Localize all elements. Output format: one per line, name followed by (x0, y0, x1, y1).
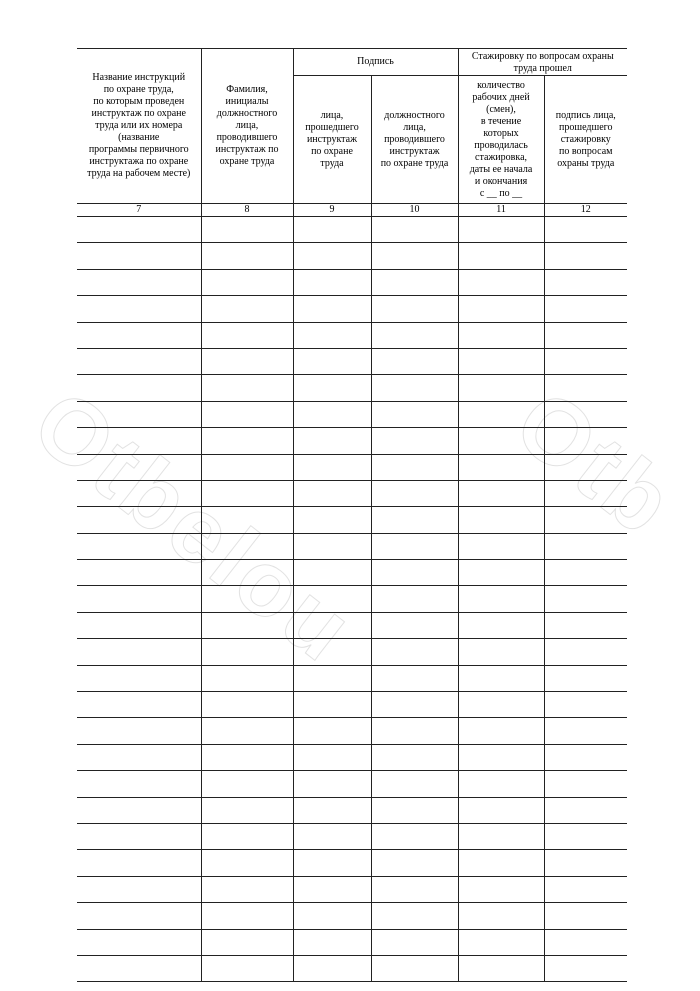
table-cell[interactable] (293, 823, 371, 849)
table-cell[interactable] (371, 744, 458, 770)
table-cell[interactable] (371, 612, 458, 638)
table-cell[interactable] (371, 850, 458, 876)
table-cell[interactable] (371, 428, 458, 454)
table-cell[interactable] (77, 876, 201, 902)
table-cell[interactable] (371, 797, 458, 823)
table-cell[interactable] (544, 454, 627, 480)
table-row (77, 823, 627, 849)
table-cell[interactable] (544, 955, 627, 981)
table-cell[interactable] (544, 507, 627, 533)
table-row (77, 348, 627, 374)
table-cell[interactable] (544, 560, 627, 586)
table-cell[interactable] (201, 507, 293, 533)
table-cell[interactable] (544, 533, 627, 559)
table-cell[interactable] (77, 612, 201, 638)
table-cell[interactable] (371, 269, 458, 295)
table-cell[interactable] (371, 823, 458, 849)
table-cell[interactable] (77, 850, 201, 876)
table-cell[interactable] (293, 401, 371, 427)
table-cell[interactable] (458, 454, 544, 480)
table-cell[interactable] (458, 269, 544, 295)
table-cell[interactable] (201, 850, 293, 876)
table-cell[interactable] (458, 480, 544, 506)
table-cell[interactable] (371, 771, 458, 797)
column-number-row (77, 204, 627, 217)
table-cell[interactable] (293, 428, 371, 454)
table-cell[interactable] (458, 560, 544, 586)
instruction-journal-table (77, 48, 627, 982)
table-cell[interactable] (458, 797, 544, 823)
table-cell[interactable] (293, 269, 371, 295)
table-row (77, 797, 627, 823)
table-cell[interactable] (293, 507, 371, 533)
table-cell[interactable] (77, 797, 201, 823)
table-cell[interactable] (201, 876, 293, 902)
table-cell[interactable] (458, 507, 544, 533)
table-row (77, 533, 627, 559)
table-cell[interactable] (293, 744, 371, 770)
column-number: 8 (201, 204, 293, 217)
table-row (77, 454, 627, 480)
table-header (77, 49, 627, 217)
header-signature-group (293, 49, 458, 76)
table-row (77, 243, 627, 269)
table-cell[interactable] (293, 692, 371, 718)
table-cell[interactable] (458, 348, 544, 374)
table-cell[interactable] (77, 243, 201, 269)
table-cell[interactable] (77, 507, 201, 533)
table-cell[interactable] (77, 428, 201, 454)
table-cell[interactable] (371, 454, 458, 480)
table-cell[interactable] (293, 375, 371, 401)
header-internship-days-text: количество рабочих дней (смен), в течение которых проводилась стажировка, даты ее начала и окончания с __ по __ (469, 79, 533, 199)
table-cell[interactable] (201, 823, 293, 849)
table-cell[interactable] (544, 692, 627, 718)
table-cell[interactable] (293, 454, 371, 480)
table-cell[interactable] (201, 955, 293, 981)
table-row (77, 375, 627, 401)
table-cell[interactable] (293, 612, 371, 638)
table-cell[interactable] (77, 375, 201, 401)
table-cell[interactable] (77, 639, 201, 665)
table-cell[interactable] (293, 718, 371, 744)
header-instructor-signature (371, 76, 458, 204)
table-cell[interactable] (201, 665, 293, 691)
table-cell[interactable] (293, 243, 371, 269)
table-cell[interactable] (544, 876, 627, 902)
table-cell[interactable] (77, 296, 201, 322)
table-cell[interactable] (544, 428, 627, 454)
table-row (77, 718, 627, 744)
table-cell[interactable] (371, 903, 458, 929)
table-cell[interactable] (458, 243, 544, 269)
table-row (77, 269, 627, 295)
table-cell[interactable] (293, 797, 371, 823)
table-row (77, 903, 627, 929)
table-cell[interactable] (458, 903, 544, 929)
table-cell[interactable] (77, 692, 201, 718)
table-cell[interactable] (458, 771, 544, 797)
table-cell[interactable] (201, 560, 293, 586)
table-cell[interactable] (201, 586, 293, 612)
table-cell[interactable] (201, 243, 293, 269)
table-cell[interactable] (458, 428, 544, 454)
table-row (77, 771, 627, 797)
table-cell[interactable] (544, 480, 627, 506)
table-cell[interactable] (458, 401, 544, 427)
table-cell[interactable] (201, 744, 293, 770)
table-row (77, 929, 627, 955)
header-instructor-name-text: Фамилия, инициалы должностного лица, проводившего инструктаж по охране труда (215, 84, 279, 167)
table-cell[interactable] (293, 217, 371, 243)
table-cell[interactable] (544, 322, 627, 348)
watermark-left: Otbelou (14, 370, 374, 683)
table-cell[interactable] (201, 348, 293, 374)
table-cell[interactable] (458, 586, 544, 612)
table-cell[interactable] (77, 454, 201, 480)
table-cell[interactable] (201, 903, 293, 929)
table-cell[interactable] (544, 850, 627, 876)
table-cell[interactable] (293, 955, 371, 981)
table-cell[interactable] (371, 639, 458, 665)
table-cell[interactable] (371, 217, 458, 243)
table-cell[interactable] (77, 217, 201, 243)
table-cell[interactable] (293, 903, 371, 929)
table-cell[interactable] (77, 718, 201, 744)
table-cell[interactable] (371, 876, 458, 902)
table-cell[interactable] (201, 533, 293, 559)
table-cell[interactable] (77, 929, 201, 955)
table-cell[interactable] (371, 507, 458, 533)
table-body (77, 217, 627, 982)
table-cell[interactable] (201, 771, 293, 797)
table-row (77, 850, 627, 876)
table-cell[interactable] (201, 797, 293, 823)
table-cell[interactable] (77, 665, 201, 691)
table-row (77, 955, 627, 981)
table-cell[interactable] (371, 348, 458, 374)
table-row (77, 586, 627, 612)
column-number: 12 (544, 204, 627, 217)
table-row (77, 217, 627, 243)
table-row (77, 296, 627, 322)
table-cell[interactable] (77, 955, 201, 981)
table-cell[interactable] (293, 322, 371, 348)
table-cell[interactable] (458, 876, 544, 902)
table-row (77, 428, 627, 454)
table-cell[interactable] (201, 217, 293, 243)
table-cell[interactable] (293, 876, 371, 902)
table-cell[interactable] (458, 296, 544, 322)
table-cell[interactable] (371, 665, 458, 691)
table-cell[interactable] (201, 480, 293, 506)
table-cell[interactable] (458, 955, 544, 981)
header-instructor-name (201, 49, 293, 204)
table-row (77, 401, 627, 427)
table-cell[interactable] (371, 560, 458, 586)
table-cell[interactable] (293, 480, 371, 506)
header-trainee-signature (293, 76, 371, 204)
table-cell[interactable] (544, 797, 627, 823)
table-cell[interactable] (544, 217, 627, 243)
table-cell[interactable] (544, 639, 627, 665)
table-row (77, 639, 627, 665)
table-cell[interactable] (544, 771, 627, 797)
table-cell[interactable] (77, 348, 201, 374)
table-cell[interactable] (293, 639, 371, 665)
table-cell[interactable] (458, 929, 544, 955)
table-cell[interactable] (458, 744, 544, 770)
table-cell[interactable] (544, 269, 627, 295)
watermark-right: Otb (496, 370, 694, 557)
table-cell[interactable] (201, 375, 293, 401)
table-cell[interactable] (77, 560, 201, 586)
table-cell[interactable] (77, 480, 201, 506)
table-row (77, 665, 627, 691)
table-cell[interactable] (201, 612, 293, 638)
table-cell[interactable] (293, 665, 371, 691)
table-cell[interactable] (544, 401, 627, 427)
table-cell[interactable] (201, 718, 293, 744)
table-cell[interactable] (458, 665, 544, 691)
table-cell[interactable] (458, 823, 544, 849)
table-cell[interactable] (458, 639, 544, 665)
table-cell[interactable] (201, 454, 293, 480)
table-cell[interactable] (293, 850, 371, 876)
header-internship-group (458, 49, 627, 76)
header-internship-group-text: Стажировку по вопросам охраны труда прошел (471, 51, 614, 74)
table-cell[interactable] (544, 665, 627, 691)
table-cell[interactable] (371, 718, 458, 744)
table-cell[interactable] (371, 929, 458, 955)
table-cell[interactable] (77, 586, 201, 612)
header-instruction-name-text: Название инструкций по охране труда, по которым проведен инструктаж по охране труда или их номера (название программы первичного инструктажа по охране труда на рабочем месте) (87, 72, 191, 179)
table-cell[interactable] (371, 243, 458, 269)
table-cell[interactable] (458, 718, 544, 744)
table-cell[interactable] (458, 533, 544, 559)
table-cell[interactable] (201, 639, 293, 665)
table-cell[interactable] (201, 322, 293, 348)
table-cell[interactable] (293, 586, 371, 612)
table-row (77, 560, 627, 586)
table-row (77, 692, 627, 718)
table-cell[interactable] (544, 903, 627, 929)
table-cell[interactable] (77, 823, 201, 849)
table-cell[interactable] (544, 718, 627, 744)
table-cell[interactable] (458, 612, 544, 638)
table-cell[interactable] (77, 771, 201, 797)
table-cell[interactable] (458, 692, 544, 718)
column-number: 9 (293, 204, 371, 217)
table-cell[interactable] (201, 929, 293, 955)
table-cell[interactable] (458, 375, 544, 401)
table-cell[interactable] (544, 296, 627, 322)
table-cell[interactable] (544, 586, 627, 612)
table-cell[interactable] (544, 243, 627, 269)
table-cell[interactable] (544, 375, 627, 401)
table-row (77, 744, 627, 770)
table-cell[interactable] (77, 401, 201, 427)
table-cell[interactable] (77, 322, 201, 348)
table-row (77, 612, 627, 638)
table-cell[interactable] (77, 903, 201, 929)
table-cell[interactable] (201, 269, 293, 295)
table-cell[interactable] (544, 348, 627, 374)
header-signature-group-text: Подпись (357, 56, 394, 67)
table-cell[interactable] (544, 823, 627, 849)
table-cell[interactable] (201, 692, 293, 718)
table-cell[interactable] (293, 296, 371, 322)
table-cell[interactable] (544, 612, 627, 638)
table-cell[interactable] (544, 744, 627, 770)
table-cell[interactable] (293, 771, 371, 797)
table-cell[interactable] (458, 217, 544, 243)
table-cell[interactable] (458, 850, 544, 876)
table-row (77, 507, 627, 533)
table-cell[interactable] (201, 296, 293, 322)
column-number: 11 (458, 204, 544, 217)
table-cell[interactable] (201, 428, 293, 454)
header-trainee-signature-text: лица, прошедшего инструктаж по охране труда (305, 109, 359, 169)
table-cell[interactable] (371, 955, 458, 981)
table-cell[interactable] (371, 533, 458, 559)
table-cell[interactable] (293, 533, 371, 559)
header-instruction-name (77, 49, 201, 204)
table-row (77, 876, 627, 902)
table-cell[interactable] (371, 692, 458, 718)
table-row (77, 322, 627, 348)
table-cell[interactable] (371, 322, 458, 348)
table-cell[interactable] (371, 586, 458, 612)
table-cell[interactable] (544, 929, 627, 955)
table-cell[interactable] (458, 322, 544, 348)
table-cell[interactable] (293, 560, 371, 586)
table-row (77, 480, 627, 506)
table-cell[interactable] (371, 296, 458, 322)
table-cell[interactable] (201, 401, 293, 427)
header-internship-signature-text: подпись лица, прошедшего стажировку по вопросам охраны труда (555, 109, 616, 169)
header-internship-signature (544, 76, 627, 204)
header-internship-days (458, 76, 544, 204)
table-cell[interactable] (293, 348, 371, 374)
table-cell[interactable] (77, 744, 201, 770)
table-cell[interactable] (77, 269, 201, 295)
table-cell[interactable] (77, 533, 201, 559)
table-cell[interactable] (371, 480, 458, 506)
column-number: 7 (77, 204, 201, 217)
table-cell[interactable] (293, 929, 371, 955)
header-instructor-signature-text: должностного лица, проводившего инструктаж по охране труда (380, 109, 449, 169)
table-cell[interactable] (371, 401, 458, 427)
table-cell[interactable] (371, 375, 458, 401)
column-number: 10 (371, 204, 458, 217)
